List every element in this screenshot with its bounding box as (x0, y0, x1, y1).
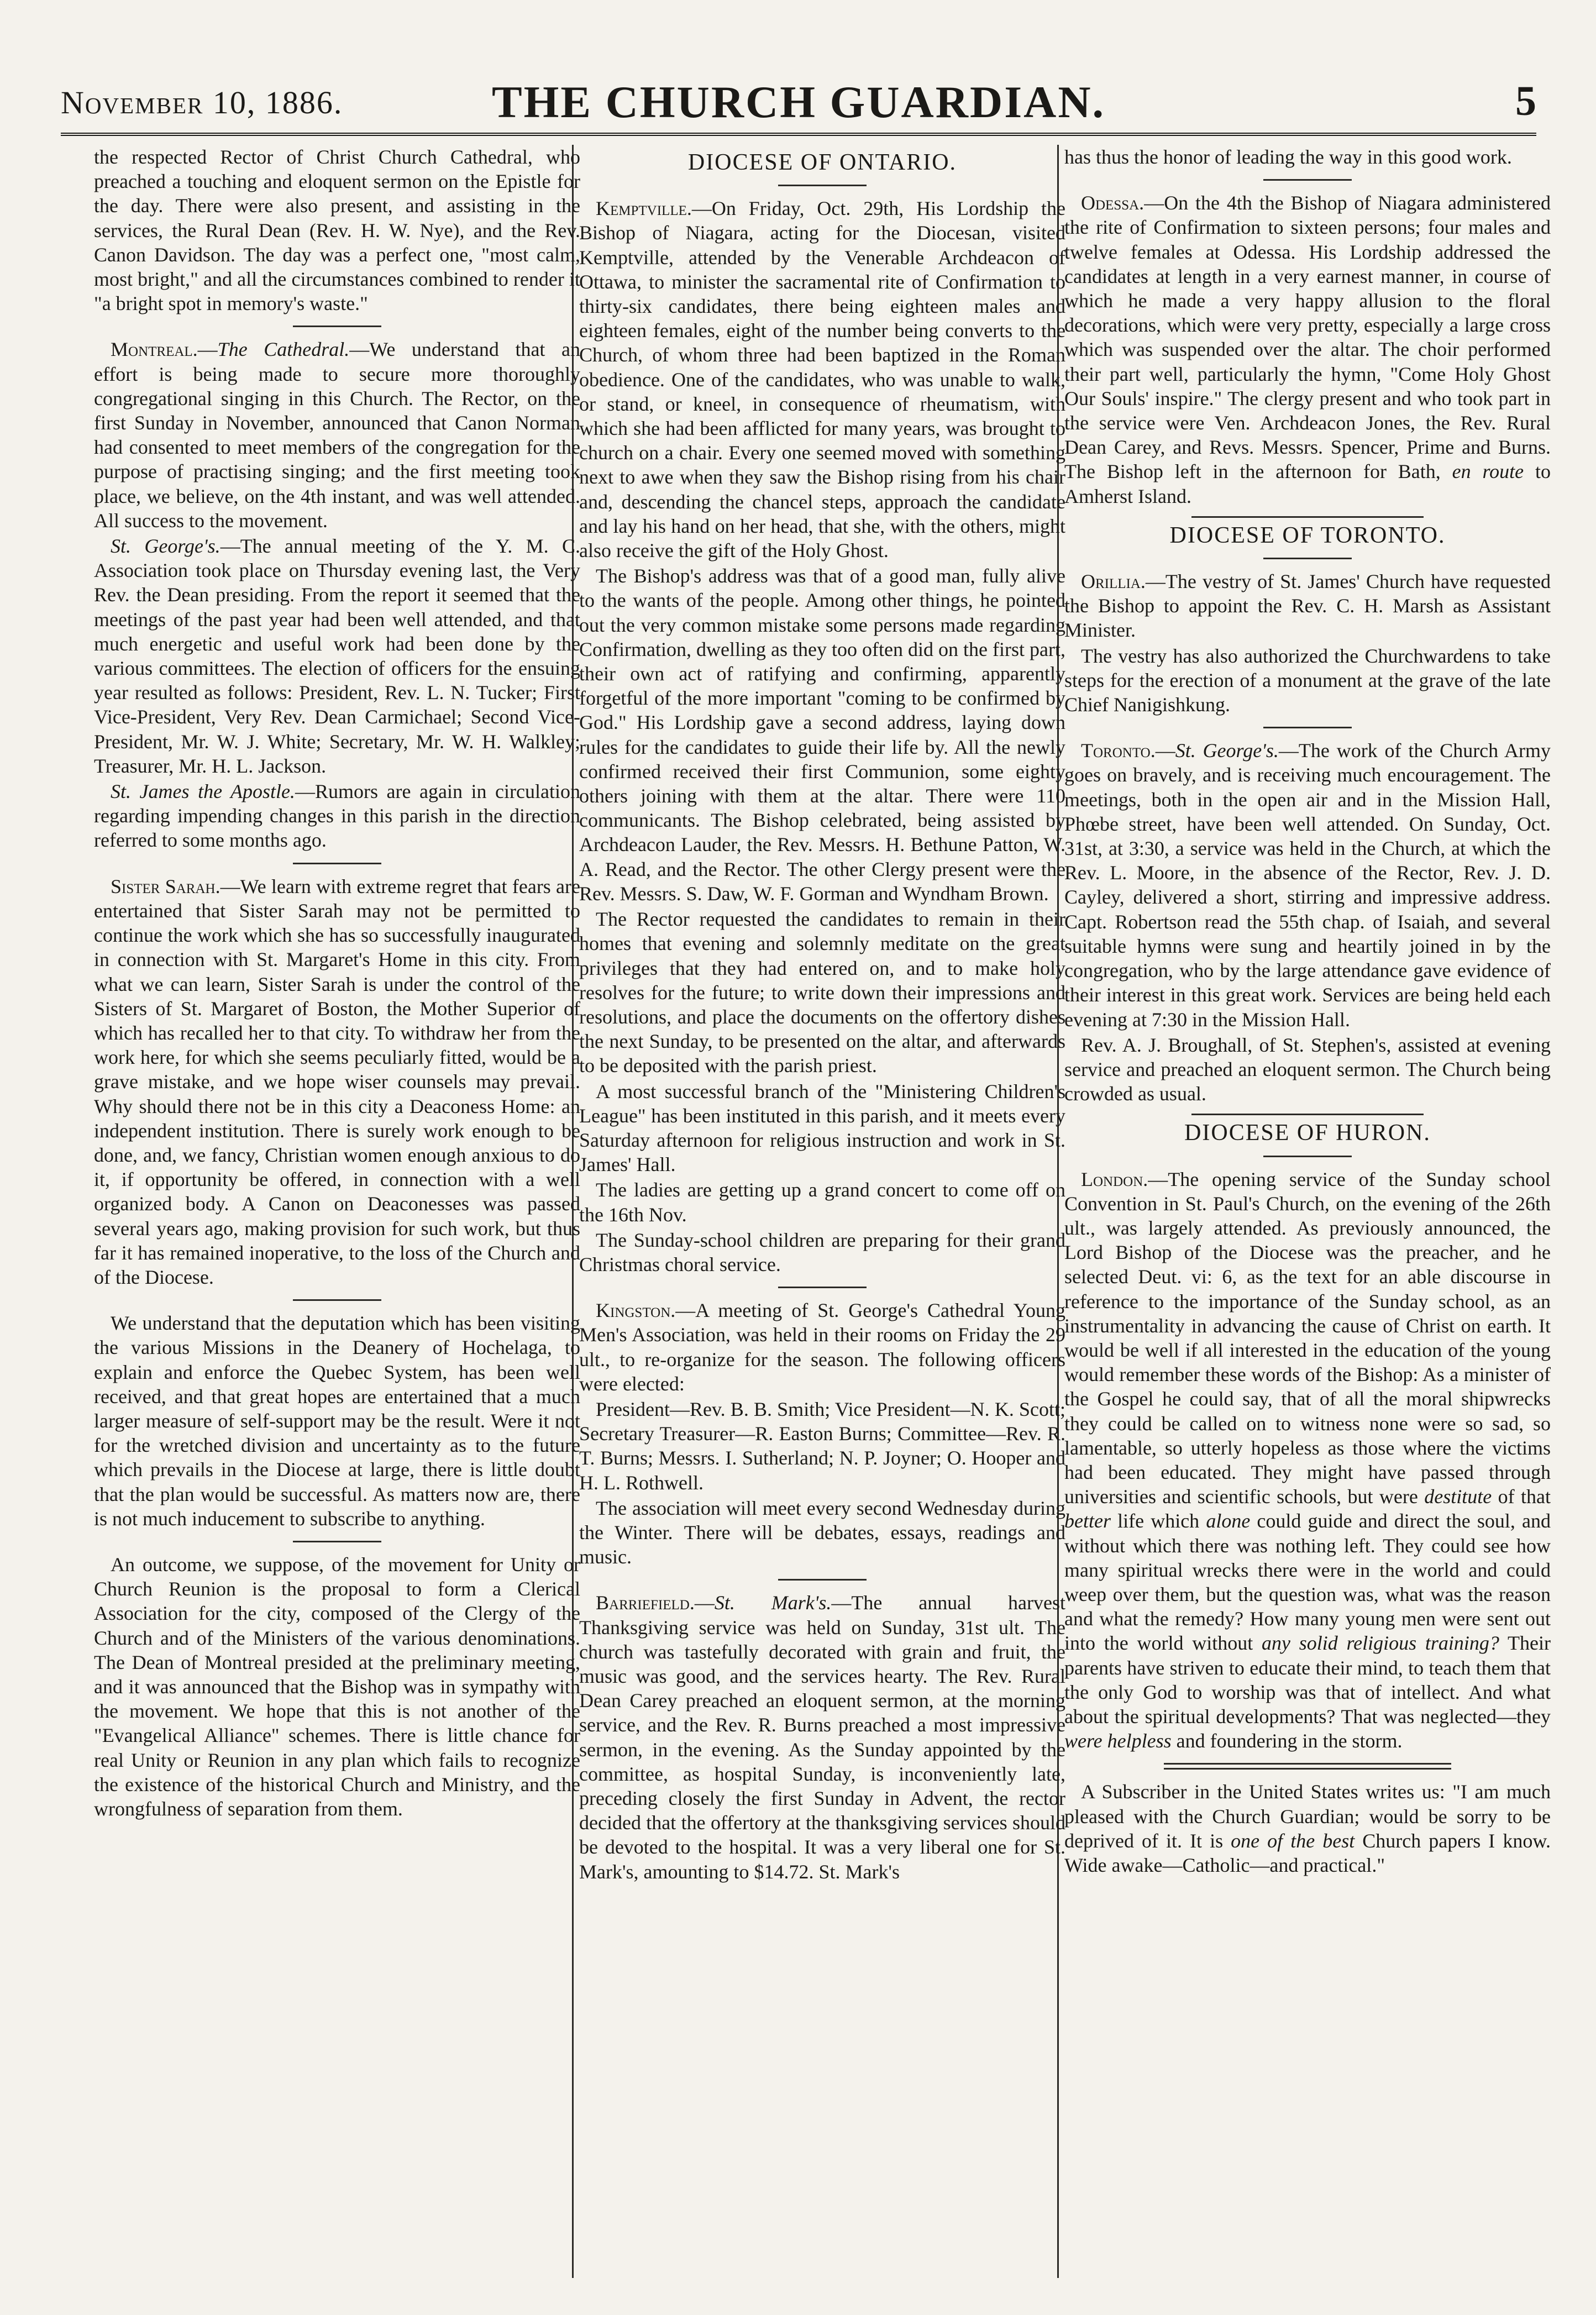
column-2 (579, 145, 1065, 2289)
article-paragraph (94, 534, 580, 778)
article-paragraph: Toronto.—St. George's.—The work of the Church Army goes on bravely, and is receiving much encouragement. The meetings, both in the open air and in the Mission Hall, Phœbe street, have been well attended. On Sunday, Oct. 31st, at 3:30, a service was held in the Church, at which the Rev. L. Moore, in the absence of the Rector, Rev. J. D. Cayley, delivered a short, stirring and impressive address. Capt. Robertson read the 55th chap. of Isaiah, and several suitable hymns were sung and heartily joined in by the congregation, who by the large attendance gave evidence of their interest in this great work. Services are being held each evening at 7:30 in the Mission Hall. (1064, 739, 1551, 1031)
dateline: Orillia. (1081, 570, 1146, 593)
dateline-italic: St. Mark's. (714, 1592, 832, 1614)
article-paragraph (579, 196, 1065, 563)
divider (1263, 727, 1352, 728)
dateline: Kingston. (596, 1299, 676, 1322)
article-paragraph (94, 874, 580, 1289)
article-paragraph (94, 337, 580, 533)
article-paragraph (579, 1298, 1065, 1396)
article-paragraph: A most successful branch of the "Ministering Children's League" has been instituted in this parish, and it meets every Saturday afternoon for religious instruction and work in St. James' Hall. (579, 1080, 1065, 1176)
section-heading-toronto: DIOCESE OF TORONTO. (1169, 522, 1446, 548)
dateline: London. (1081, 1168, 1148, 1190)
paragraph-text: and foundering in the storm. (1176, 1730, 1403, 1752)
paragraph-text: —The opening service of the Sunday school Convention in St. Paul's Church, on the evening of the 26th ult., was largely attended. As previously announced, the Lord Bishop of the Diocese was the preacher, and he selected Deut. vi: 6, as the text for an able discourse in reference to the importance of the Sunday school, as an instrumentality in advancing the cause of Christ on earth. It would be well if all interested in the education of the young would remember these words of the Bishop: As a minister of the Gospel he could say, that of all the moral shipwrecks they could be called on to witness none were so sad, so lamentable, so utterly hopeless as those where the victims had been educated. They might have passed through universities and scientific schools, but were (1064, 1168, 1551, 1508)
paragraph-text: Church papers I know. Wide awake—Catholic—and practical." (1064, 1829, 1551, 1876)
dateline: Odessa. (1081, 192, 1144, 214)
column-1 (94, 145, 580, 2289)
divider (293, 863, 381, 864)
divider (1191, 1114, 1424, 1115)
column-3 (1064, 145, 1551, 2289)
divider (778, 1287, 867, 1288)
article-paragraph: An outcome, we suppose, of the movement for Unity or Church Reunion is the proposal to form a Clerical Association for the city, composed of the Clergy of the Church and of the Ministers of the various denominations. The Dean of Montreal presided at the preliminary meeting, and it was announced that the Bishop was in sympathy with the movement. We hope that this is not another of the "Evangelical Alliance" schemes. There is little chance for real Unity or Reunion in any plan which fails to recognize the existence of the historical Church and Ministry, and the wrongfulness of separation from them. (94, 1553, 580, 1820)
italic-text: better (1064, 1510, 1111, 1532)
article-paragraph (1064, 1167, 1551, 1754)
paragraph-text: Their parents have striven to educate their mind, to teach them that the only God to worship was that of intellect. And what about the spiritual developments? That was neglected—they (1064, 1632, 1551, 1728)
article-paragraph: Barriefield.—St. Mark's.—The annual harvest Thanksgiving service was held on Sunday, 31st ult. The church was tastefully decorated with grain and fruit, the music was good, and the services hearty. The Rev. Rural Dean Carey preached an eloquent sermon, at the morning service, and the Rev. R. Burns preached a most impressive sermon, in the evening. As the Sunday appointed by the committee, as hospital Sunday, is inconveniently late, preceding closely the first Sunday in Advent, the rector decided that the offertory at the thanksgiving services should be devoted to the hospital. It was a very liberal one for St. Mark's, amounting to $14.72. St. Mark's (579, 1592, 1065, 1883)
paragraph-text: A Subscriber in the United States writes us: "I am much pleased with the Church Guardian; would be sorry to be deprived of it. It is (1064, 1781, 1551, 1852)
article-paragraph: We understand that the deputation which has been visiting the various Missions in the Deanery of Hochelaga, to explain and enforce the Quebec System, has been well received, and that great hopes are entertained that a much larger measure of self-support may be the result. Were it not for the wretched division and uncertainty as to the future which prevails in the Diocese at large, there is little doubt that the plan would be successful. As matters now are, there is not much inducement to subscribe to anything. (94, 1312, 580, 1530)
dateline: Barriefield. (596, 1592, 695, 1614)
masthead (61, 61, 1536, 136)
dateline-italic: St. James the Apostle. (111, 780, 295, 803)
divider (778, 185, 867, 186)
article-paragraph: The ladies are getting up a grand concert to come off on the 16th Nov. (579, 1179, 1065, 1226)
divider (1263, 558, 1352, 559)
newspaper-title: THE CHURCH GUARDIAN. (491, 77, 1106, 127)
paragraph-text: —On the 4th the Bishop of Niagara administered the rite of Confirmation to sixteen persons; four males and twelve females at Odessa. His Lordship addressed the candidates at length in a very earnest manner, in course of which he made a very happy allusion to the floral decorations, which were very pretty, especially a large cross which was suspended over the altar. The choir performed their part well, particularly the hymn, "Come Holy Ghost Our Souls' inspire." The clergy present and who took part in the service were Ven. Archdeacon Jones, the Rev. Rural Dean Carey, and Revs. Messrs. Spencer, Prime and Burns. The Bishop left in the afternoon for Bath, (1064, 192, 1551, 483)
italic-text: alone (1206, 1510, 1251, 1532)
section-heading-huron: DIOCESE OF HURON. (1184, 1120, 1431, 1146)
article-paragraph: The association will meet every second Wednesday during the Winter. There will be debates, essays, readings and music. (579, 1497, 1065, 1568)
paragraph-text: —The annual harvest Thanksgiving service was held on Sunday, 31st ult. The church was tastefully decorated with grain and fruit, the music was good, and the services hearty. The Rev. Rural Dean Carey preached an eloquent sermon, at the morning service, and the Rev. R. Burns preached a most impressive sermon, in the evening. As the Sunday appointed by the committee, as hospital Sunday, is inconveniently late, preceding closely the first Sunday in Advent, the rector decided that the offertory at the thanksgiving services should be devoted to the hospital. It was a very liberal one for St. Mark's, amounting to $14.72. St. Mark's (579, 1592, 1065, 1883)
dateline: Kemptville. (596, 197, 692, 220)
paragraph-text: —On Friday, Oct. 29th, His Lordship the Bishop of Niagara, acting for the Diocesan, visited Kemptville, attended by the Venerable Archdeacon of Ottawa, to minister the sacramental rite of Confirmation to thirty-six candidates, there being eighteen males and eighteen females, eight of the number being converts to the Church, of whom three had been baptized in the Roman obedience. One of the candidates, who was unable to walk, or stand, or kneel, in consequence of rheumatism, with which she had been afflicted for many years, was brought to church on a chair. Every one seemed moved with something next to awe when they saw the Bishop rising from his chair and, descending the chancel steps, approach the candidate and lay his hand on her head, that she, with the others, might also receive the gift of the Holy Ghost. (579, 197, 1065, 562)
paragraph-text: life which (1117, 1510, 1200, 1532)
paragraph-text: —The annual meeting of the Y. M. C. Association took place on Thursday evening last, the Very Rev. the Dean presiding. From the report it seemed that the meetings of the past year had been well attended, and that much energetic and useful work had been done by the various committees. The election of officers for the ensuing year resulted as follows: President, Rev. L. N. Tucker; First Vice-President, Very Rev. Dean Carmichael; Second Vice-President, Mr. W. J. White; Secretary, Mr. W. H. Walkley; Treasurer, Mr. H. L. Jackson. (94, 535, 580, 777)
paragraph-text: —We understand that an effort is being made to secure more thoroughly congregational singing in this Church. The Rector, on the first Sunday in November, announced that Canon Norman had consented to meet members of the congregation for the purpose of practising singing; and the first meeting took place, we believe, on the 4th instant, and was well attended. All success to the movement. (94, 338, 580, 532)
article-paragraph: The vestry has also authorized the Churchwardens to take steps for the erection of a monument at the grave of the late Chief Nanigishkung. (1064, 644, 1551, 716)
article-paragraph (1064, 569, 1551, 643)
article-paragraph: the respected Rector of Christ Church Cathedral, who preached a touching and eloquent sermon on the Epistle for the day. There were also present, and assisting in the services, the Rural Dean (Rev. H. W. Nye), and the Rev. Canon Davidson. The day was a perfect one, "most calm, most bright," and all the circumstances combined to render it "a bright spot in memory's waste." (94, 146, 580, 315)
dateline-italic: St. George's. (1175, 739, 1279, 762)
italic-text: were helpless (1064, 1730, 1172, 1752)
article-paragraph: has thus the honor of leading the way in this good work. (1064, 146, 1512, 168)
issue-date: November 10, 1886. (61, 85, 343, 120)
article-paragraph: The Bishop's address was that of a good man, fully alive to the wants of the people. Among other things, he pointed out the very common mistake some persons made regarding Confirmation, dwelling as they too often did on the first part, their own act of ratifying and confirming, apparently forgetful of the more important "coming to be confirmed by God." His Lordship gave a second address, laying down rules for the candidates to guide their life by. All the newly confirmed received their first Communion, some eighty others joining with them at the altar. There were 110 communicants. The Bishop celebrated, being assisted by Archdeacon Lauder, the Rev. Messrs. H. Bethune Patton, W. A. Read, and the Rector. The other Clergy present were the Rev. Messrs. S. Daw, W. F. Gorman and Wyndham Brown. (579, 565, 1065, 905)
page-number: 5 (1515, 78, 1536, 124)
article-paragraph: Rev. A. J. Broughall, of St. Stephen's, assisted at evening service and preached an eloquent sermon. The Church being crowded as usual. (1064, 1033, 1551, 1105)
paragraph-text: —We learn with extreme regret that fears are entertained that Sister Sarah may not be permitted to continue the work which she has so successfully inaugurated in connection with St. Margaret's Home in this city. From what we can learn, Sister Sarah is under the control of the Sisters of St. Margaret of Boston, the Mother Superior of which has recalled her to that city. To withdraw her from the work here, for which she seems peculiarly fitted, would be a grave mistake, and we hope wiser counsels may prevail. Why should there not be in this city a Deaconess Home: an independent institution. There is surely work enough to be done, and, we fancy, Christian women enough anxious to do it, if opportunity be offered, in connection with a well organized body. A Canon on Deaconesses was passed several years ago, making provision for such work, but thus far it has remained inoperative, to the loss of the Church and of the Diocese. (94, 875, 580, 1288)
divider (293, 326, 381, 327)
paragraph-text: —The vestry of St. James' Church have requested the Bishop to appoint the Rev. C. H. Marsh as Assistant Minister. (1064, 570, 1551, 642)
italic-text: destitute (1424, 1485, 1492, 1508)
paragraph-text: —The work of the Church Army goes on bravely, and is receiving much encouragement. The meetings, both in the open air and in the Mission Hall, Phœbe street, have been well attended. On Sunday, Oct. 31st, at 3:30, a service was held in the Church, at which the Rev. L. Moore, in the absence of the Rector, Rev. J. D. Cayley, delivered a short, stirring and impressive address. Capt. Robertson read the 55th chap. of Isaiah, and several suitable hymns were sung and heartily joined in by the congregation, who by the large attendance gave evidence of their interest in this great work. Services are being held each evening at 7:30 in the Mission Hall. (1064, 739, 1551, 1031)
double-divider (1164, 1763, 1451, 1770)
italic-text: one of the best (1231, 1829, 1355, 1852)
dateline: Sister Sarah. (111, 875, 221, 897)
divider (1263, 179, 1352, 181)
divider (1263, 1156, 1352, 1157)
divider (1191, 516, 1424, 518)
italic-text: en route (1452, 460, 1524, 483)
article-paragraph (1064, 191, 1551, 508)
paragraph-text: —Rumors are again in circulation regarding impending changes in this parish in the direction referred to some months ago. (94, 780, 580, 852)
paragraph-text: —A meeting of St. George's Cathedral Young Men's Association, was held in their rooms on Friday the 29 ult., to re-organize for the season. The following officers were elected: (579, 1299, 1065, 1395)
article-paragraph: The Sunday-school children are preparing for their grand Christmas choral service. (579, 1229, 1065, 1275)
paragraph-text: to Amherst Island. (1064, 460, 1551, 507)
article-paragraph: The Rector requested the candidates to remain in their homes that evening and solemnly meditate on the great privileges that they had entered on, and to make holy resolves for the future; to write down their impressions and resolutions, and place the documents on the offertory dishes the next Sunday, to be presented on the altar, and afterwards to be deposited with the parish priest. (579, 908, 1065, 1077)
dateline-italic: St. George's. (111, 535, 221, 558)
divider (293, 1541, 381, 1542)
dateline-italic: The Cathedral. (217, 338, 350, 361)
section-heading-ontario: DIOCESE OF ONTARIO. (687, 150, 957, 175)
dateline: Montreal.— (111, 338, 218, 361)
italic-text: any solid religious training? (1261, 1632, 1499, 1655)
paragraph-text: of that (1498, 1485, 1551, 1508)
paragraph-text: could guide and direct the soul, and without which there was nothing left. They could see how many spiritual wrecks there were in the world and could weep over them, but the question was, what was the reason and what the remedy? How many young men were sent out into the world without (1064, 1510, 1551, 1655)
dateline: Toronto. (1081, 739, 1156, 762)
article-paragraph (1064, 1779, 1551, 1877)
article-paragraph: President—Rev. B. B. Smith; Vice President—N. K. Scott; Secretary Treasurer—R. Easton Burns; Committee—Rev. R. T. Burns; Messrs. I. Sutherland; N. P. Joyner; O. Hooper and H. L. Rothwell. (579, 1398, 1065, 1494)
divider (778, 1579, 867, 1581)
divider (293, 1299, 381, 1301)
article-paragraph (94, 779, 580, 853)
